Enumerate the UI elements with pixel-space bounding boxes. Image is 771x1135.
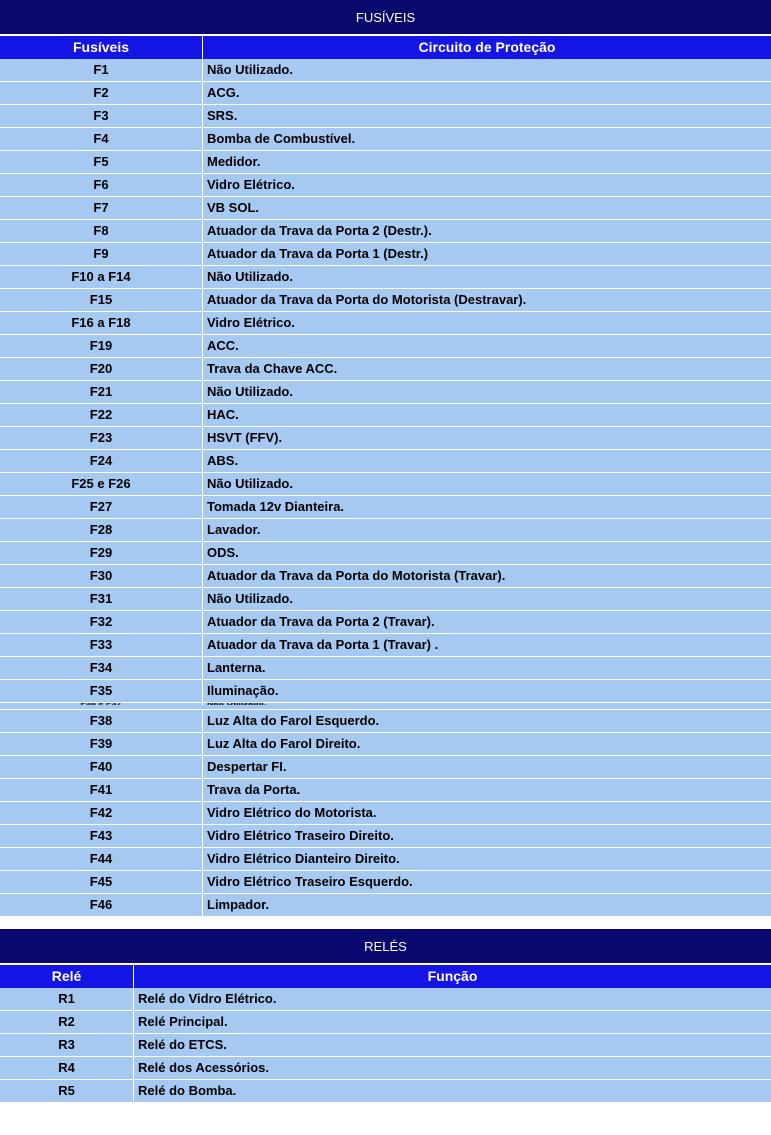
circuit-cell: ODS.: [207, 545, 239, 560]
table-row: [0, 197, 771, 220]
fuse-id-cell: F43: [0, 825, 203, 847]
fuses-body: [0, 59, 771, 917]
table-row: [0, 381, 771, 404]
circuit-cell: HAC.: [207, 407, 239, 422]
column-header-fuse: Fusíveis: [0, 36, 203, 59]
fuse-id-cell: F1: [0, 59, 203, 81]
table-row: [0, 82, 771, 105]
table-row: [0, 59, 771, 82]
relay-id-cell: R5: [0, 1080, 134, 1102]
fuse-id-cell: F16 a F18: [0, 312, 203, 334]
circuit-cell: SRS.: [207, 108, 238, 123]
table-row: [0, 611, 771, 634]
circuit-cell: VB SOL.: [207, 200, 260, 215]
table-row: [0, 848, 771, 871]
table-row: [0, 988, 771, 1011]
fuse-id-cell: F44: [0, 848, 203, 870]
circuit-cell: Vidro Elétrico do Motorista.: [207, 805, 377, 820]
table-row: [0, 825, 771, 848]
relays-table: [0, 929, 771, 1103]
table-row: [0, 1057, 771, 1080]
circuit-cell: Luz Alta do Farol Direito.: [207, 736, 361, 751]
circuit-cell: Lavador.: [207, 522, 261, 537]
circuit-cell: Vidro Elétrico.: [207, 177, 295, 192]
fuse-id-cell: F6: [0, 174, 203, 196]
section-gap: [0, 917, 771, 929]
fuse-id-cell: F4: [0, 128, 203, 150]
table-row: [0, 496, 771, 519]
fuses-header-row: [0, 36, 771, 59]
table-row: [0, 1080, 771, 1103]
circuit-cell: ACG.: [207, 85, 240, 100]
fuse-id-cell: F30: [0, 565, 203, 587]
table-row: [0, 450, 771, 473]
fuse-id-cell: F31: [0, 588, 203, 610]
column-header-function: Função: [427, 968, 478, 984]
circuit-cell: Bomba de Combustível.: [207, 131, 356, 146]
table-row: [0, 427, 771, 450]
fuse-id-cell: F8: [0, 220, 203, 242]
table-row: [0, 266, 771, 289]
fuse-id-cell: F39: [0, 733, 203, 755]
fuse-id-cell: F45: [0, 871, 203, 893]
fuse-id-cell: F24: [0, 450, 203, 472]
fuse-id-cell: F40: [0, 756, 203, 778]
table-row: [0, 289, 771, 312]
circuit-cell: Não Utilizado.: [207, 269, 293, 284]
table-row: [0, 519, 771, 542]
circuit-cell: Limpador.: [207, 897, 270, 912]
table-row: [0, 871, 771, 894]
fuse-id-cell: F35: [0, 680, 203, 702]
fuse-id-cell: F22: [0, 404, 203, 426]
fuse-id-cell: F2: [0, 82, 203, 104]
relays-body: [0, 988, 771, 1103]
table-row: [0, 710, 771, 733]
fuse-id-cell: F21: [0, 381, 203, 403]
circuit-cell: Atuador da Trava da Porta 2 (Travar).: [207, 614, 435, 629]
fuse-id-cell: F5: [0, 151, 203, 173]
fuse-id-cell: F23: [0, 427, 203, 449]
fuse-id-cell: F15: [0, 289, 203, 311]
circuit-cell: Não Utilizado.: [207, 384, 293, 399]
circuit-cell: Iluminação.: [207, 683, 279, 698]
circuit-cell: Vidro Elétrico Traseiro Direito.: [207, 828, 394, 843]
circuit-cell: Trava da Chave ACC.: [207, 361, 338, 376]
relay-id-cell: R2: [0, 1011, 134, 1033]
fuse-id-cell: F29: [0, 542, 203, 564]
column-header-circuit: Circuito de Proteção: [418, 39, 556, 55]
table-row: [0, 128, 771, 151]
circuit-cell: Despertar FI.: [207, 759, 287, 774]
table-row: [0, 473, 771, 496]
fuse-id-cell: F42: [0, 802, 203, 824]
circuit-cell: HSVT (FFV).: [207, 430, 283, 445]
fuse-id-cell: F32: [0, 611, 203, 633]
relays-title: RELÉS: [0, 929, 771, 965]
table-row: [0, 404, 771, 427]
circuit-cell: Atuador da Trava da Porta 1 (Destr.): [207, 246, 429, 261]
fuse-id-cell: F34: [0, 657, 203, 679]
fuse-id-cell: F28: [0, 519, 203, 541]
fuse-id-cell: F27: [0, 496, 203, 518]
circuit-cell: Atuador da Trava da Porta 1 (Travar) .: [207, 637, 439, 652]
circuit-cell: Trava da Porta.: [207, 782, 301, 797]
fuse-id-cell: F10 a F14: [0, 266, 203, 288]
table-row: [0, 105, 771, 128]
circuit-cell: Não Utilizado.: [207, 591, 293, 606]
relay-id-cell: R4: [0, 1057, 134, 1079]
fuse-id-cell: F46: [0, 894, 203, 916]
circuit-cell: Não Utilizado.: [207, 476, 293, 491]
fuse-id-cell: F20: [0, 358, 203, 380]
column-header-relay: Relé: [0, 965, 134, 988]
circuit-cell: Não Utilizado.: [207, 703, 267, 706]
table-row: [0, 220, 771, 243]
table-row: [0, 634, 771, 657]
function-cell: Relé do Bomba.: [138, 1083, 237, 1098]
table-row: [0, 703, 771, 710]
circuit-cell: Vidro Elétrico Traseiro Esquerdo.: [207, 874, 413, 889]
table-row: [0, 174, 771, 197]
relay-id-cell: R1: [0, 988, 134, 1010]
circuit-cell: Vidro Elétrico Dianteiro Direito.: [207, 851, 400, 866]
fuse-id-cell: F19: [0, 335, 203, 357]
table-row: [0, 151, 771, 174]
table-row: [0, 542, 771, 565]
circuit-cell: ACC.: [207, 338, 239, 353]
table-row: [0, 756, 771, 779]
fuse-id-cell: F3: [0, 105, 203, 127]
fuse-id-cell: F41: [0, 779, 203, 801]
table-row: [0, 1011, 771, 1034]
table-row: [0, 358, 771, 381]
fuse-id-cell: F33: [0, 634, 203, 656]
circuit-cell: Medidor.: [207, 154, 261, 169]
circuit-cell: Vidro Elétrico.: [207, 315, 295, 330]
fuse-id-cell: F38: [0, 710, 203, 732]
table-row: [0, 565, 771, 588]
table-row: [0, 335, 771, 358]
circuit-cell: Atuador da Trava da Porta 2 (Destr.).: [207, 223, 432, 238]
table-row: [0, 733, 771, 756]
fuses-title: FUSÍVEIS: [0, 0, 771, 36]
fuse-id-cell: F25 e F26: [0, 473, 203, 495]
circuit-cell: Lanterna.: [207, 660, 266, 675]
circuit-cell: Atuador da Trava da Porta do Motorista (Destravar).: [207, 292, 527, 307]
table-row: [0, 657, 771, 680]
fuse-id-cell: F9: [0, 243, 203, 265]
function-cell: Relé do ETCS.: [138, 1037, 227, 1052]
fuse-id-cell: F36 e F37: [0, 703, 203, 705]
table-row: [0, 894, 771, 917]
table-row: [0, 312, 771, 335]
table-row: [0, 802, 771, 825]
circuit-cell: Atuador da Trava da Porta do Motorista (Travar).: [207, 568, 506, 583]
relay-id-cell: R3: [0, 1034, 134, 1056]
table-row: [0, 1034, 771, 1057]
relays-header-row: [0, 965, 771, 988]
function-cell: Relé do Vidro Elétrico.: [138, 991, 277, 1006]
function-cell: Relé dos Acessórios.: [138, 1060, 270, 1075]
table-row: [0, 779, 771, 802]
fuse-id-cell: F7: [0, 197, 203, 219]
circuit-cell: Luz Alta do Farol Esquerdo.: [207, 713, 380, 728]
circuit-cell: Tomada 12v Dianteira.: [207, 499, 345, 514]
circuit-cell: Não Utilizado.: [207, 62, 293, 77]
circuit-cell: ABS.: [207, 453, 239, 468]
table-row: [0, 588, 771, 611]
function-cell: Relé Principal.: [138, 1014, 228, 1029]
table-row: [0, 243, 771, 266]
